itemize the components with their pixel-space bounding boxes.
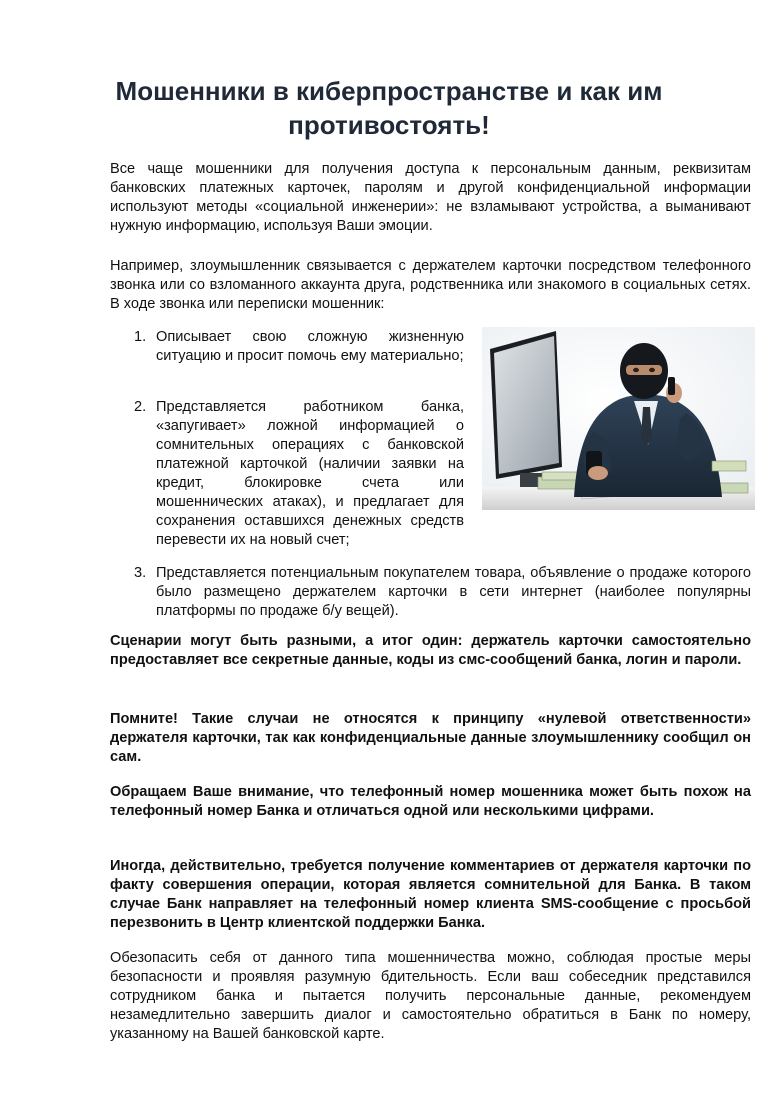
warning-paragraph-phone-number: Обращаем Ваше внимание, что телефонный номер мошенника может быть похож на телефонный номер Банка и отличаться одной или несколькими цифрами. (110, 784, 751, 819)
closing-paragraph: Обезопасить себя от данного типа мошенничества можно, соблюдая простые меры безопасности и проявляя разумную бдительность. Если ваш собеседник представился сотрудником банка и пытается получить персональные данные, рекомендуем незамедлительно завершить диалог и самостоятельно обратиться в Банк по номеру, указанному на Вашей банковской карте. (110, 950, 751, 1042)
list-item (110, 398, 464, 550)
list-item (110, 328, 464, 366)
warning-paragraph-scenarios: Сценарии могут быть разными, а итог один: держатель карточки самостоятельно предоставляет все секретные данные, коды из смс-сообщений банка, логин и пароли. (110, 633, 751, 668)
list-text: Описывает свою сложную жизненную ситуацию и просит помочь ему материально; (156, 329, 464, 364)
list-number: 3. (134, 565, 147, 581)
list-text: Представляется потенциальным покупателем товара, объявление о продаже которого было размещено держателем карточки в сети интернет (наиболее популярны платформы по продаже б/у вещей). (156, 565, 751, 619)
example-paragraph: Например, злоумышленник связывается с держателем карточки посредством телефонного звонка или со взломанного аккаунта друга, родственника или знакомого в социальных сетях. В ходе звонка или переписки мошенник: (110, 258, 751, 312)
list-item (110, 564, 751, 621)
fraudster-illustration (482, 327, 755, 510)
warning-paragraph-sms: Иногда, действительно, требуется получение комментариев от держателя карточки по факту совершения операции, которая является сомнительной для Банка. В таком случае Банк направляет на телефонный номер клиента SMS-сообщение с просьбой перезвонить в Центр клиентской поддержки Банка. (110, 858, 751, 931)
warning-paragraph-remember: Помните! Такие случаи не относятся к принципу «нулевой ответственности» держателя карточки, так как конфиденциальные данные злоумышленнику сообщил он сам. (110, 711, 751, 765)
page-title: Мошенники в киберпространстве и как им противостоять! (115, 76, 663, 140)
list-number: 2. (134, 399, 147, 415)
list-text: Представляется работником банка, «запугивает» ложной информацией о сомнительных операциях с банковской платежной карточкой (наличии заявки на кредит, блокировке счета или мошеннических атаках), и предлагает для сохранения оставшихся денежных средств перевести их на новый счет; (156, 399, 464, 548)
list-number: 1. (134, 329, 147, 345)
intro-paragraph: Все чаще мошенники для получения доступа к персональным данным, реквизитам банковских платежных карточек, паролям и другой конфиденциальной информации используют методы «социальной инженерии»: не взламывают устройства, а выманивают нужную информацию, используя Ваши эмоции. (110, 161, 751, 234)
